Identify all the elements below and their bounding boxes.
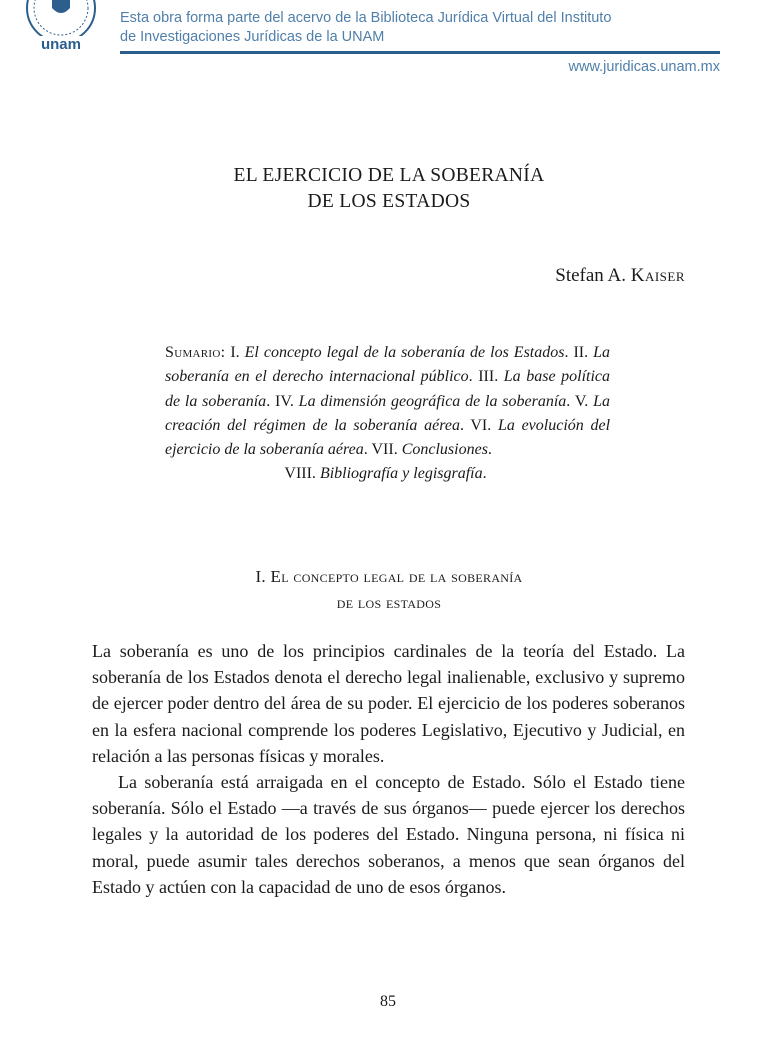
summary-item-4: La dimensión geográfica de la soberanía: [298, 392, 567, 410]
summary-label: Sumario:: [165, 344, 226, 361]
summary-num-6: VI.: [470, 416, 492, 434]
chapter-title: [0, 163, 768, 215]
header-notice-line-2: de Investigaciones Jurídicas de la UNAM: [120, 29, 385, 45]
section-heading-text-1: El concepto legal de la soberanía: [270, 567, 523, 586]
chapter-title-line-1: EL EJERCICIO DE LA SOBERANÍA: [233, 165, 545, 186]
summary-item-2: La soberanía en el derecho internacional público: [165, 344, 611, 386]
summary-num-5: V.: [574, 392, 589, 410]
summary-num-8: VIII.: [284, 465, 316, 483]
summary-item-3: La base política de la soberanía: [165, 368, 611, 410]
summary-item-6: La evolución del ejercicio de la soberanía aérea: [165, 416, 611, 459]
header-notice: [120, 9, 740, 47]
page-header: [0, 0, 768, 90]
body-text: [92, 638, 685, 900]
page-number: 85: [380, 993, 396, 1010]
paragraph-1: La soberanía es uno de los principios cardinales de la teoría del Estado. La soberanía de los Estados denota el derecho legal inalienable, exclusivo y supremo de ejercer poder dentro del área de su poder. El ejercicio de los poderes soberanos en la esfera nacional comprende los poderes Legislativo, Ejecutivo y Judicial, en relación a las personas físicas y morales.: [92, 641, 685, 766]
summary-item-1: El concepto legal de la soberanía de los Estados: [244, 344, 565, 361]
paragraph-2: La soberanía está arraigada en el concepto de Estado. Sólo el Estado tiene soberanía. Sólo el Estado —a través de sus órganos— puede ejercer los derechos legales y la autoridad de los poderes del Estado. Ninguna persona, ni física ni moral, puede asumir tales derechos soberanos, a menos que sean órganos del Estado y actúen con la capacidad de uno de esos órganos.: [92, 772, 685, 897]
summary-num-2: II.: [573, 344, 589, 361]
summary-num-4: IV.: [275, 392, 294, 410]
summary-item-7: Conclusiones: [401, 441, 488, 459]
author-first-name: Stefan A.: [555, 265, 626, 286]
summary-item-5: La creación del régimen de la soberanía aérea: [165, 392, 611, 434]
header-url-link[interactable]: www.juridicas.unam.mx: [568, 59, 720, 75]
header-notice-line-1: Esta obra forma parte del acervo de la Biblioteca Jurídica Virtual del Instituto: [120, 10, 612, 26]
summary-last-line: VIII. Bibliografía y legisgrafía.: [284, 465, 487, 483]
summary-num-3: III.: [478, 368, 499, 386]
summary-num-7: VII.: [371, 441, 398, 459]
section-heading: [0, 564, 768, 616]
section-heading-line-1: [0, 564, 768, 590]
section-number: I.: [255, 567, 266, 586]
chapter-title-line-2: DE LOS ESTADOS: [307, 191, 471, 212]
header-divider: [120, 51, 720, 54]
summary-item-8: Bibliografía y legisgrafía: [319, 465, 483, 483]
author-last-name: Kaiser: [630, 265, 685, 286]
logo-wordmark: unam: [40, 36, 82, 53]
chapter-summary: Sumario: I. El concepto legal de la soberanía de los Estados. II. La soberanía en el derecho internacional público. III. La base política de la soberanía. IV. La dimensión geográfica de la soberanía. V. La creación del régimen de la soberanía aérea. VI. La evolución del ejercicio de la soberanía aérea. VII. Conclusiones. VIII. Bibliografía y legisgrafía.: [165, 341, 610, 487]
unam-logo: [20, 0, 102, 58]
section-heading-line-2: de los estados: [336, 593, 442, 612]
author-name: [555, 265, 685, 287]
summary-num-1: I.: [230, 344, 240, 361]
